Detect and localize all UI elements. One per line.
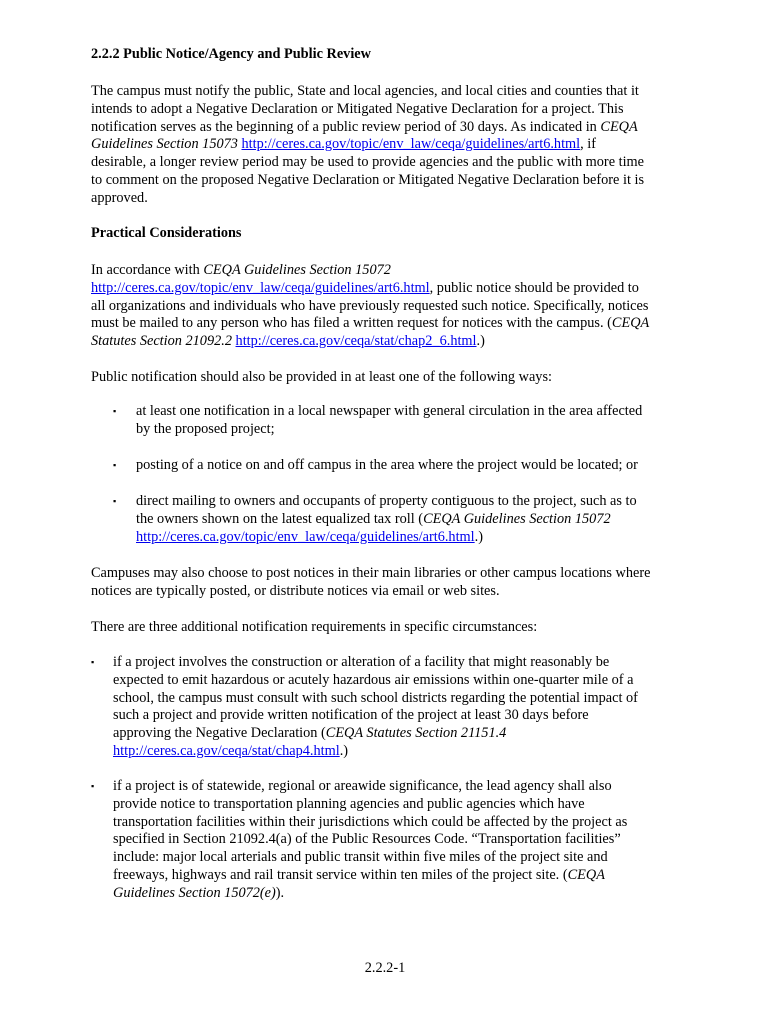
bullet-icon: ▪ — [113, 496, 117, 506]
art6-link[interactable]: http://ceres.ca.gov/topic/env_law/ceqa/guidelines/art6.html — [136, 528, 475, 545]
bullet-icon: ▪ — [91, 781, 95, 791]
intro-paragraph: The campus must notify the public, State and local agencies, and local cities and counties that it intends to adopt a Negative Declaration or Mitigated Negative Declaration for a project. This notification serves as the beginning of a public review period of 30 days. As indicated in CEQA Guidelines Section 15073 http://ceres.ca.gov/topic/env_law/ceqa/guidelines/art6.html, if desirable, a longer review period may be used to provide agencies and the public with more time to comment on the proposed Negative Declaration or Mitigated Negative Declaration before it is approved. — [91, 83, 645, 206]
list-item: if a project involves the construction or alteration of a facility that might reasonably be expected to emit hazardous or acutely hazardous air emissions within one-quarter mile of a school, the campus must consult with such school districts regarding the potential impact of such a project and provide written notification of the project at least 30 days before approving the Negative Declaration (CEQA Statutes Section 21151.4 http://ceres.ca.gov/ceqa/stat/chap4.html.) — [113, 654, 638, 759]
section-heading: 2.2.2 Public Notice/Agency and Public Review — [91, 46, 371, 62]
bullet-icon: ▪ — [113, 406, 117, 416]
public-notification-paragraph: Public notification should also be provided in at least one of the following ways: — [91, 369, 552, 385]
list-item: direct mailing to owners and occupants of property contiguous to the project, such as to the owners shown on the latest equalized tax roll (CEQA Guidelines Section 15072 http://ceres.ca.gov/topic/env_law/ceqa/guidelines/art6.html.) — [136, 493, 637, 545]
art6-link[interactable]: http://ceres.ca.gov/topic/env_law/ceqa/guidelines/art6.html — [91, 279, 430, 296]
list-item: if a project is of statewide, regional or areawide significance, the lead agency shall also provide notice to transportation planning agencies and public agencies which have transportation facilities within their jurisdictions which could be affected by the project as specified in Section 21092.4(a) of the Public Resources Code. “Transportation facilities” include: major local arterials and public transit within five miles of the project site and freeways, highways and rail transit service within ten miles of the project site. (CEQA Guidelines Section 15072(e)). — [113, 778, 628, 901]
bullet-icon: ▪ — [113, 460, 117, 470]
page-number: 2.2.2-1 — [364, 960, 406, 976]
three-requirements-paragraph: There are three additional notification requirements in specific circumstances: — [91, 619, 538, 635]
chap2-6-link[interactable]: http://ceres.ca.gov/ceqa/stat/chap2_6.html — [235, 333, 477, 350]
list-item: posting of a notice on and off campus in the area where the project would be located; or — [136, 457, 638, 473]
bullet-icon: ▪ — [91, 657, 95, 667]
accordance-paragraph: In accordance with CEQA Guidelines Section 15072 http://ceres.ca.gov/topic/env_law/ceqa/guidelines/art6.html, public notice should be provided to all organizations and individuals who have previously requested such notice. Specifically, notices must be mailed to any person who has filed a written request for notices with the campus. (CEQA Statutes Section 21092.2 http://ceres.ca.gov/ceqa/stat/chap2_6.html.) — [91, 262, 649, 350]
chap4-link[interactable]: http://ceres.ca.gov/ceqa/stat/chap4.html — [113, 742, 340, 759]
list-item: at least one notification in a local newspaper with general circulation in the area affected by the proposed project; — [136, 403, 643, 437]
art6-link[interactable]: http://ceres.ca.gov/topic/env_law/ceqa/guidelines/art6.html — [241, 136, 581, 153]
libraries-paragraph: Campuses may also choose to post notices in their main libraries or other campus locations where notices are typically posted, or distribute notices via email or web sites. — [91, 565, 651, 599]
practical-considerations-heading: Practical Considerations — [91, 225, 242, 241]
